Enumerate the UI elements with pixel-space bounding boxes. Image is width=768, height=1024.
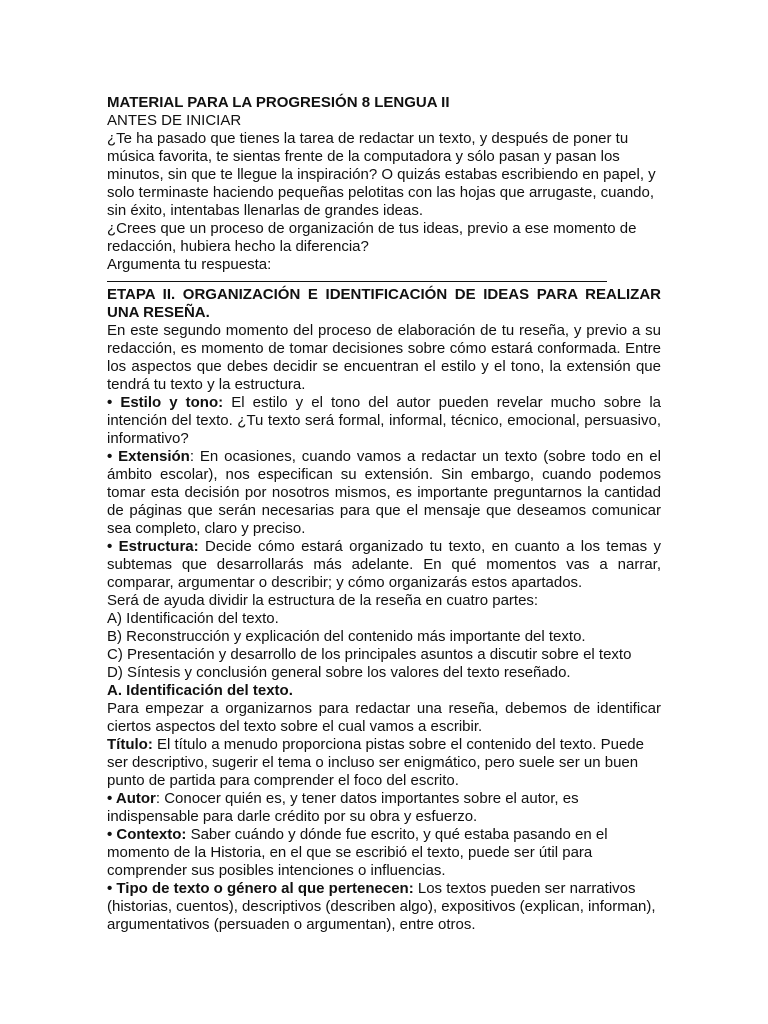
item-title xyxy=(107,736,661,790)
bullet-label: • Extensión xyxy=(107,448,190,465)
bullet-text: : En ocasiones, cuando vamos a redactar un texto (sobre todo en el ámbito escolar), nos especifican su extensión. Sin embargo, cuando podemos tomar esta decisión por nosotros mismos, es importante preguntarnos la cantidad de páginas que serán necesarias para que el mensaje que deseamos comunicar sea completo, claro y preciso. xyxy=(107,448,661,537)
part-item: D) Síntesis y conclusión general sobre los valores del texto reseñado. xyxy=(107,664,571,681)
bullet-label: • Estructura: xyxy=(107,538,199,555)
item-label: Título: xyxy=(107,736,153,753)
item-text: Saber cuándo y dónde fue escrito, y qué estaba pasando en el momento de la Historia, en el que se escribió el texto, puede ser útil para comprender sus posibles intenciones o influencias. xyxy=(107,826,608,879)
stage-intro: En este segundo momento del proceso de elaboración de tu reseña, y previo a su redacción, es momento de tomar decisiones sobre cómo estará conformada. Entre los aspectos que debes decidir se encuentran el estilo y el tono, la extensión que tendrá tu texto y la estructura. xyxy=(107,322,661,393)
part-item: A) Identificación del texto. xyxy=(107,610,279,627)
bullet-structure xyxy=(107,538,661,592)
document-page xyxy=(107,94,661,934)
item-text: El título a menudo proporciona pistas sobre el contenido del texto. Puede ser descriptivo, sugerir el tema o incluso ser enigmático, pero suele ser un buen punto de partida para comprender el foco del escrito. xyxy=(107,736,644,789)
item-author xyxy=(107,790,661,826)
parts-intro: Será de ayuda dividir la estructura de la reseña en cuatro partes: xyxy=(107,592,539,609)
item-label: • Tipo de texto o género al que pertenecen: xyxy=(107,880,414,897)
item-text: : Conocer quién es, y tener datos importantes sobre el autor, es indispensable para darle crédito por su obra y esfuerzo. xyxy=(107,790,579,825)
section-a-heading: A. Identificación del texto. xyxy=(107,682,293,699)
bullet-extension xyxy=(107,448,661,538)
before-start-heading: ANTES DE INICIAR xyxy=(107,112,242,129)
stage-heading: ETAPA II. ORGANIZACIÓN E IDENTIFICACIÓN DE IDEAS PARA REALIZAR UNA RESEÑA. xyxy=(107,286,661,321)
before-start-paragraph: ¿Te ha pasado que tienes la tarea de redactar un texto, y después de poner tu música favorita, te sientas frente de la computadora y sólo pasan y pasan los minutos, sin que te llegue la inspiración? O quizás estabas escribiendo en papel, y solo terminaste haciendo pequeñas pelotitas con las hojas que arrugaste, cuando, sin éxito, intentabas llenarlas de grandes ideas. xyxy=(107,130,656,219)
item-text-type xyxy=(107,880,661,934)
part-item: B) Reconstrucción y explicación del contenido más importante del texto. xyxy=(107,628,586,645)
item-label: • Autor xyxy=(107,790,156,807)
document-title: MATERIAL PARA LA PROGRESIÓN 8 LENGUA II xyxy=(107,94,450,111)
item-context xyxy=(107,826,661,880)
item-text: Los textos pueden ser narrativos (historias, cuentos), descriptivos (describen algo), expositivos (explican, informan), argumentativos (persuaden o argumentan), entre otros. xyxy=(107,880,656,933)
question-paragraph: ¿Crees que un proceso de organización de tus ideas, previo a ese momento de redacción, hubiera hecho la diferencia? xyxy=(107,220,637,255)
answer-line xyxy=(107,281,607,282)
part-item: C) Presentación y desarrollo de los principales asuntos a discutir sobre el texto xyxy=(107,646,632,663)
bullet-style-tone xyxy=(107,394,661,448)
section-a-intro: Para empezar a organizarnos para redactar una reseña, debemos de identificar ciertos aspectos del texto sobre el cual vamos a escribir. xyxy=(107,700,661,735)
answer-prompt: Argumenta tu respuesta: xyxy=(107,256,272,273)
bullet-label: • Estilo y tono: xyxy=(107,394,224,411)
bullet-text: El estilo y el tono del autor pueden revelar mucho sobre la intención del texto. ¿Tu texto será formal, informal, técnico, emocional, persuasivo, informativo? xyxy=(107,394,661,447)
bullet-text: Decide cómo estará organizado tu texto, en cuanto a los temas y subtemas que desarrollarás más adelante. En qué momentos vas a narrar, comparar, argumentar o describir; y cómo organizarás estos apartados. xyxy=(107,538,662,591)
item-label: • Contexto: xyxy=(107,826,187,843)
